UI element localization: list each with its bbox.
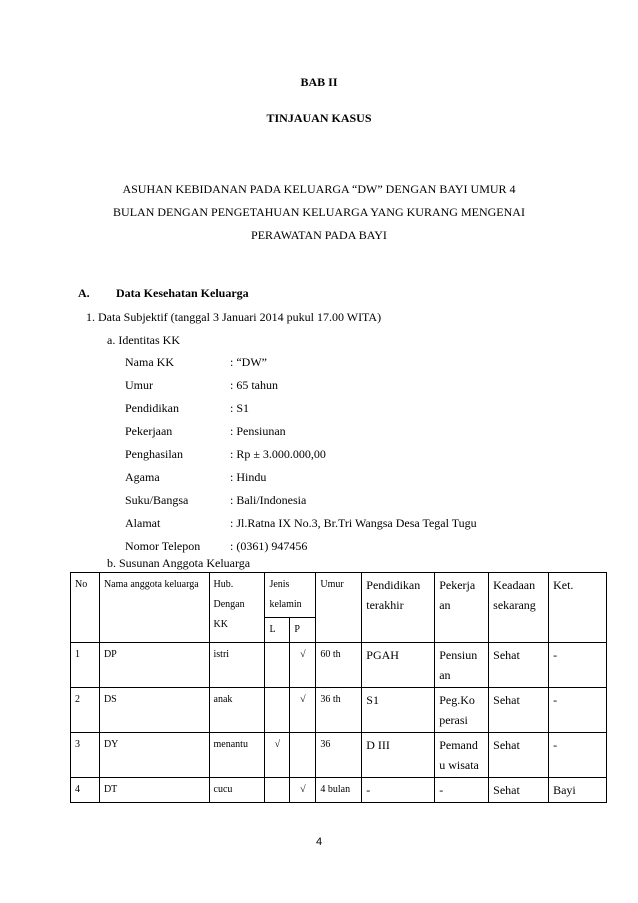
identity-label: Nama KK [125, 355, 174, 369]
cell-male [265, 778, 290, 803]
header-gender: Jenis kelamin [265, 573, 316, 618]
identity-label: Umur [125, 378, 153, 392]
cell-relation: anak [209, 688, 265, 733]
subtitle-line-2: BULAN DENGAN PENGETAHUAN KELUARGA YANG KURANG MENGENAI [113, 205, 525, 219]
cell-age: 60 th [316, 643, 362, 688]
table-row [71, 643, 607, 688]
cell-occupation: Peg.Ko perasi [435, 688, 489, 733]
cell-relation: cucu [209, 778, 265, 803]
identity-value: : “DW” [230, 355, 267, 369]
family-members-heading: b. Susunan Anggota Keluarga [107, 556, 251, 570]
identity-label: Suku/Bangsa [125, 493, 189, 507]
header-female: P [290, 618, 316, 643]
subjective-data-heading: 1. Data Subjektif (tanggal 3 Januari 2014 pukul 17.00 WITA) [86, 310, 382, 324]
cell-age: 4 bulan [316, 778, 362, 803]
cell-note: - [549, 688, 607, 733]
section-title: Data Kesehatan Keluarga [116, 286, 249, 300]
section-letter: A. [78, 286, 90, 300]
identity-value: : Jl.Ratna IX No.3, Br.Tri Wangsa Desa Tegal Tugu [230, 516, 477, 530]
identity-value: : Bali/Indonesia [230, 493, 307, 507]
cell-relation: menantu [209, 733, 265, 778]
header-note: Ket. [549, 573, 607, 643]
cell-condition: Sehat [489, 778, 549, 803]
header-condition: Keadaan sekarang [489, 573, 549, 643]
identity-value: : Hindu [230, 470, 267, 484]
header-male: L [265, 618, 290, 643]
cell-education: D III [362, 733, 435, 778]
cell-note: - [549, 643, 607, 688]
cell-name: DP [99, 643, 209, 688]
header-education: Pendidikan terakhir [362, 573, 435, 643]
identity-value: : Pensiunan [230, 424, 286, 438]
cell-age: 36 th [316, 688, 362, 733]
cell-occupation: Pemand u wisata [435, 733, 489, 778]
table-row [71, 733, 607, 778]
header-name: Nama anggota keluarga [99, 573, 209, 643]
header-occupation: Pekerja an [435, 573, 489, 643]
cell-note: - [549, 733, 607, 778]
chapter-title: TINJAUAN KASUS [266, 111, 372, 125]
page-number: 4 [315, 836, 323, 848]
subtitle-line-1: ASUHAN KEBIDANAN PADA KELUARGA “DW” DENGAN BAYI UMUR 4 [122, 182, 516, 196]
cell-male [265, 643, 290, 688]
cell-name: DS [99, 688, 209, 733]
header-no: No [71, 573, 100, 643]
cell-name: DY [99, 733, 209, 778]
cell-name: DT [99, 778, 209, 803]
identity-label: Pekerjaan [125, 424, 173, 438]
identity-label: Pendidikan [125, 401, 179, 415]
identity-label: Agama [125, 470, 160, 484]
identity-value: : S1 [230, 401, 250, 415]
subtitle-line-3: PERAWATAN PADA BAYI [251, 228, 387, 242]
cell-female: √ [290, 643, 316, 688]
identity-label: Alamat [125, 516, 161, 530]
cell-no: 3 [71, 733, 100, 778]
header-age: Umur [316, 573, 362, 643]
cell-no: 4 [71, 778, 100, 803]
identity-label: Penghasilan [125, 447, 183, 461]
cell-no: 2 [71, 688, 100, 733]
cell-female: √ [290, 688, 316, 733]
identity-label: Nomor Telepon [125, 539, 201, 553]
cell-occupation: Pensiun an [435, 643, 489, 688]
family-members-table [70, 572, 607, 803]
cell-female [290, 733, 316, 778]
cell-female: √ [290, 778, 316, 803]
cell-note: Bayi [549, 778, 607, 803]
cell-condition: Sehat [489, 688, 549, 733]
cell-age: 36 [316, 733, 362, 778]
table-header-row [71, 573, 607, 618]
cell-occupation: - [435, 778, 489, 803]
cell-education: - [362, 778, 435, 803]
cell-no: 1 [71, 643, 100, 688]
cell-education: S1 [362, 688, 435, 733]
cell-relation: istri [209, 643, 265, 688]
identity-value: : Rp ± 3.000.000,00 [230, 447, 326, 461]
header-relation: Hub. Dengan KK [209, 573, 265, 643]
cell-male: √ [265, 733, 290, 778]
identity-heading: a. Identitas KK [107, 333, 180, 347]
identity-value: : (0361) 947456 [230, 539, 308, 553]
cell-condition: Sehat [489, 643, 549, 688]
chapter-label: BAB II [300, 75, 338, 89]
table-row [71, 778, 607, 803]
cell-male [265, 688, 290, 733]
table-row [71, 688, 607, 733]
identity-value: : 65 tahun [230, 378, 278, 392]
cell-condition: Sehat [489, 733, 549, 778]
cell-education: PGAH [362, 643, 435, 688]
